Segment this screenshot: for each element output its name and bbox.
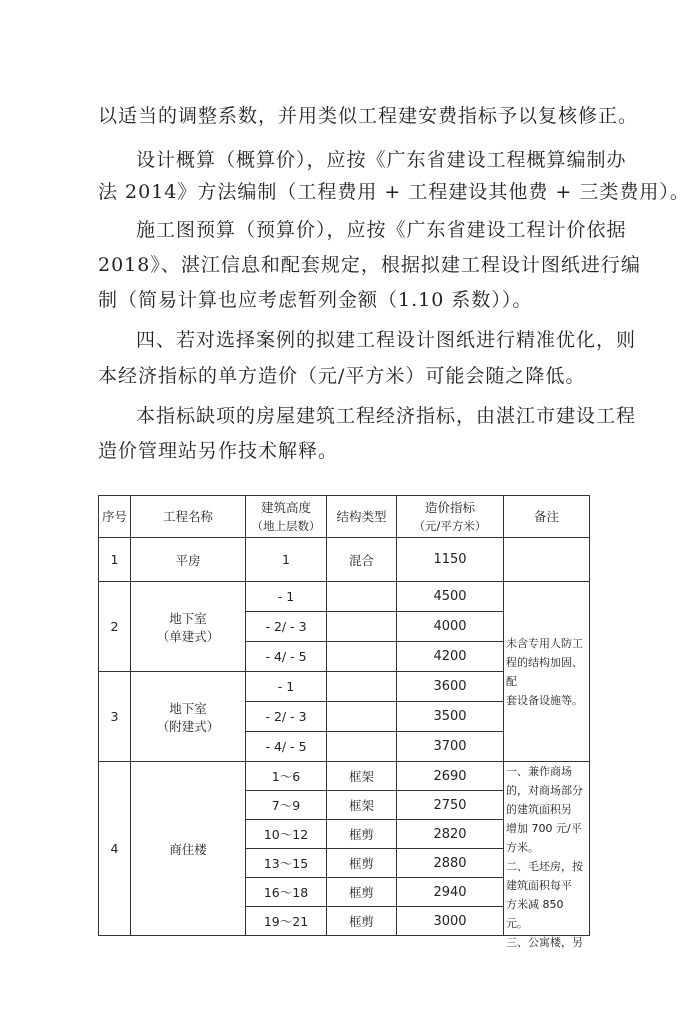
structure-cell	[327, 672, 397, 702]
header-height	[246, 496, 327, 538]
remark-clip	[506, 762, 587, 949]
group-no: 3	[99, 672, 131, 762]
paragraph-line-10: 造价管理站另作技术解释。	[98, 440, 339, 462]
cost-index-table	[98, 495, 590, 949]
header-no	[99, 496, 131, 538]
paragraph-line-3: 法 2014》方法编制（工程费用 + 工程建设其他费 + 三类费用）。	[98, 181, 690, 203]
structure-cell: 框剪	[327, 820, 397, 849]
header-index	[397, 496, 504, 538]
header-index-label: 造价指标	[424, 499, 475, 515]
group-name: 地下室	[169, 610, 207, 626]
height-cell: 13～15	[246, 849, 327, 878]
header-remark-label: 备注	[533, 508, 559, 524]
structure-cell: 框剪	[327, 849, 397, 878]
index-cell: 1150	[397, 538, 504, 582]
table-row	[99, 538, 590, 582]
structure-cell: 框剪	[327, 907, 397, 936]
structure-cell: 框剪	[327, 878, 397, 907]
index-cell: 2690	[397, 762, 504, 791]
remark-line: 的，对商场部分	[506, 784, 583, 797]
remark-line: 程的结构加固、配	[506, 655, 583, 688]
group-name-sub: （单建式）	[156, 628, 220, 644]
remark-line: 增加 700 元/平	[506, 822, 582, 835]
height-cell: 16～18	[246, 878, 327, 907]
structure-cell	[327, 732, 397, 762]
group-no: 2	[99, 582, 131, 672]
height-cell: 10～12	[246, 820, 327, 849]
index-cell: 2820	[397, 820, 504, 849]
remark-line: 方米。	[506, 841, 539, 854]
remark-line: 二、毛坯房，按	[506, 860, 583, 873]
group-name: 地下室	[169, 700, 207, 716]
table-header-row	[99, 496, 590, 538]
paragraph-line-9: 本指标缺项的房屋建筑工程经济指标，由湛江市建设工程	[136, 405, 637, 427]
header-remark	[504, 496, 590, 538]
index-cell: 3500	[397, 702, 504, 732]
index-cell: 3700	[397, 732, 504, 762]
group-name-sub: （附建式）	[156, 718, 220, 734]
height-cell: 7～9	[246, 791, 327, 820]
paragraph-line-2: 设计概算（概算价），应按《广东省建设工程概算编制办	[136, 149, 627, 171]
remark-line: 一、兼作商场	[506, 765, 572, 778]
index-cell: 3600	[397, 672, 504, 702]
paragraph-line-6: 制（简易计算也应考虑暂列金额（1.10 系数））。	[98, 289, 533, 311]
header-name-label: 工程名称	[162, 508, 213, 524]
index-cell: 2750	[397, 791, 504, 820]
index-cell: 2880	[397, 849, 504, 878]
header-structure-label: 结构类型	[336, 508, 387, 524]
height-cell: 1	[246, 538, 327, 582]
group-no: 1	[99, 538, 131, 582]
remark-line: 三、公寓楼，另	[506, 936, 583, 949]
header-index-sub: （元/平方米）	[413, 518, 487, 533]
structure-cell	[327, 612, 397, 642]
header-name	[131, 496, 246, 538]
height-cell: - 4/ - 5	[246, 732, 327, 762]
table-row	[99, 762, 590, 791]
remark-basement	[504, 582, 590, 762]
group-name-cell	[131, 582, 246, 672]
index-cell: 4200	[397, 642, 504, 672]
index-cell: 4000	[397, 612, 504, 642]
structure-cell	[327, 642, 397, 672]
remark-line: 未含专用人防工	[506, 636, 583, 650]
remark-residential	[504, 762, 590, 949]
index-cell: 3000	[397, 907, 504, 936]
height-cell: - 1	[246, 672, 327, 702]
group-no: 4	[99, 762, 131, 936]
group-name: 平房	[131, 538, 246, 582]
height-cell: - 2/ - 3	[246, 612, 327, 642]
paragraph-line-4: 施工图预算（预算价），应按《广东省建设工程计价依据	[136, 219, 627, 241]
group-name: 商住楼	[131, 762, 246, 936]
header-no-label: 序号	[101, 508, 127, 524]
header-structure	[327, 496, 397, 538]
paragraph-line-1: 以适当的调整系数，并用类似工程建安费指标予以复核修正。	[98, 105, 639, 127]
index-cell: 4500	[397, 582, 504, 612]
remark-line: 的建筑面积另	[506, 803, 572, 816]
height-cell: - 2/ - 3	[246, 702, 327, 732]
header-height-sub: （地上层数）	[251, 518, 321, 533]
header-height-label: 建筑高度	[260, 499, 311, 515]
height-cell: 19～21	[246, 907, 327, 936]
remark-line: 建筑面积每平	[506, 879, 572, 892]
structure-cell	[327, 582, 397, 612]
remark-line: 套设备设施等。	[506, 693, 583, 707]
height-cell: 1～6	[246, 762, 327, 791]
structure-cell: 框架	[327, 762, 397, 791]
paragraph-line-8: 本经济指标的单方造价（元/平方米）可能会随之降低。	[98, 365, 586, 387]
table-row	[99, 582, 590, 612]
remark-line: 方米减 850 元。	[506, 898, 564, 930]
index-cell: 2940	[397, 878, 504, 907]
structure-cell: 混合	[327, 538, 397, 582]
structure-cell: 框架	[327, 791, 397, 820]
height-cell: - 4/ - 5	[246, 642, 327, 672]
group-name-cell	[131, 672, 246, 762]
structure-cell	[327, 702, 397, 732]
remark-cell-empty	[504, 538, 590, 582]
paragraph-line-7: 四、若对选择案例的拟建工程设计图纸进行精准优化，则	[136, 329, 637, 351]
height-cell: - 1	[246, 582, 327, 612]
paragraph-line-5: 2018》、湛江信息和配套规定，根据拟建工程设计图纸进行编	[98, 254, 641, 276]
